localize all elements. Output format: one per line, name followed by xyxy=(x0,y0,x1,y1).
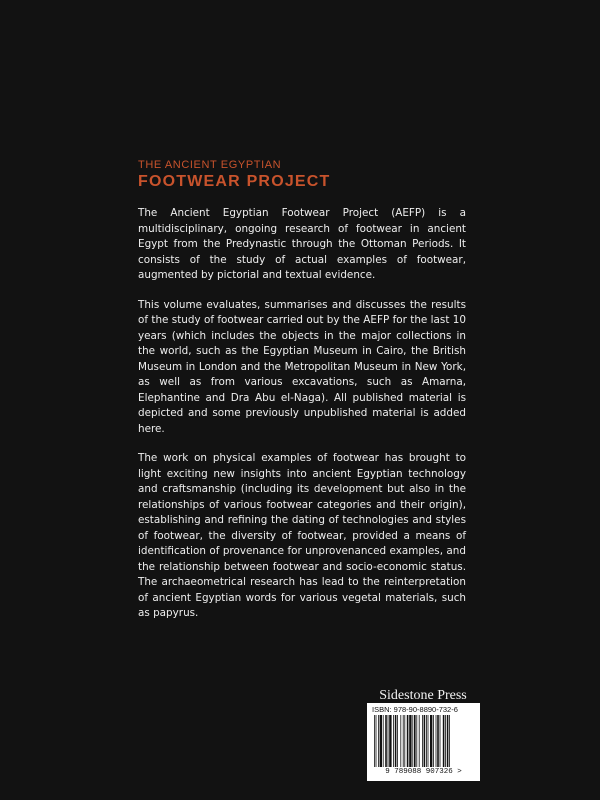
title-line-2: FOOTWEAR PROJECT xyxy=(138,173,331,190)
title-block xyxy=(138,158,478,192)
barcode-bar xyxy=(376,715,377,767)
barcode-bar xyxy=(424,715,426,767)
barcode-bar xyxy=(412,715,413,767)
barcode-bar xyxy=(426,715,427,767)
barcode-bar xyxy=(433,715,434,767)
barcode-bar xyxy=(383,715,384,767)
barcode-bar xyxy=(404,715,405,767)
title-line-1: THE ANCIENT EGYPTIAN xyxy=(138,159,282,171)
barcode-bar xyxy=(403,715,404,767)
barcode-bar xyxy=(374,715,375,767)
blurb-text xyxy=(138,206,466,636)
barcode-bar xyxy=(407,715,409,767)
isbn-barcode-box xyxy=(367,703,480,781)
barcode-bar xyxy=(414,715,416,767)
barcode-bar xyxy=(388,715,389,767)
barcode-bar xyxy=(422,715,423,767)
barcode-icon xyxy=(373,715,474,767)
barcode-bar xyxy=(380,715,382,767)
barcode-digits: 9 789088 907326 > xyxy=(385,768,462,776)
barcode-bar xyxy=(393,715,394,767)
barcode-bar xyxy=(389,715,391,767)
barcode-bar xyxy=(409,715,411,767)
isbn-label: ISBN: 978-90-8890-732-6 xyxy=(372,705,458,714)
blurb-paragraph-3: The work on physical examples of footwear has brought to light exciting new insights into ancient Egyptian technology and craftsmanship (including its development but also in the relationships of various footwear categories and their origin), establishing and refining the dating of technologies and styles of footwear, the diversity of footwear, provided a means of identification of provenance for unprovenanced examples, and the relationship between footwear and socio-economic status. The archaeometrical research has lead to the reinterpretation of ancient Egyptian words for various vegetal materials, such as papyrus. xyxy=(138,452,466,619)
barcode-bar xyxy=(419,715,420,767)
barcode-bar xyxy=(449,715,450,767)
barcode-bar xyxy=(395,715,397,767)
barcode-bar xyxy=(416,715,417,767)
blurb-paragraph-1: The Ancient Egyptian Footwear Project (AEFP) is a multidisciplinary, ongoing research of footwear in ancient Egypt from the Predynastic through the Ottoman Periods. It consists of the study of actual examples of footwear, augmented by pictorial and textual evidence. xyxy=(138,207,466,281)
barcode-bar xyxy=(430,715,432,767)
publisher-name: Sidestone Press xyxy=(379,688,467,703)
barcode-bar xyxy=(378,715,379,767)
barcode-bar xyxy=(436,715,437,767)
barcode-bar xyxy=(437,715,439,767)
barcode-bar xyxy=(447,715,449,767)
barcode-bar xyxy=(397,715,398,767)
barcode-bar xyxy=(445,715,446,767)
barcode-bar xyxy=(385,715,387,767)
barcode-bar xyxy=(400,715,401,767)
barcode-bar xyxy=(443,715,445,767)
barcode-bar xyxy=(440,715,441,767)
barcode-bar xyxy=(428,715,429,767)
blurb-paragraph-2: This volume evaluates, summarises and discusses the results of the study of footwear carried out by the AEFP for the last 10 years (which includes the objects in the major collections in the world, such as the Egyptian Museum in Cairo, the British Museum in London and the Metropolitan Museum in New York, as well as from various excavations, such as Amarna, Elephantine and Dra Abu el-Naga). All published material is depicted and some previously unpublished material is added here. xyxy=(138,298,466,435)
